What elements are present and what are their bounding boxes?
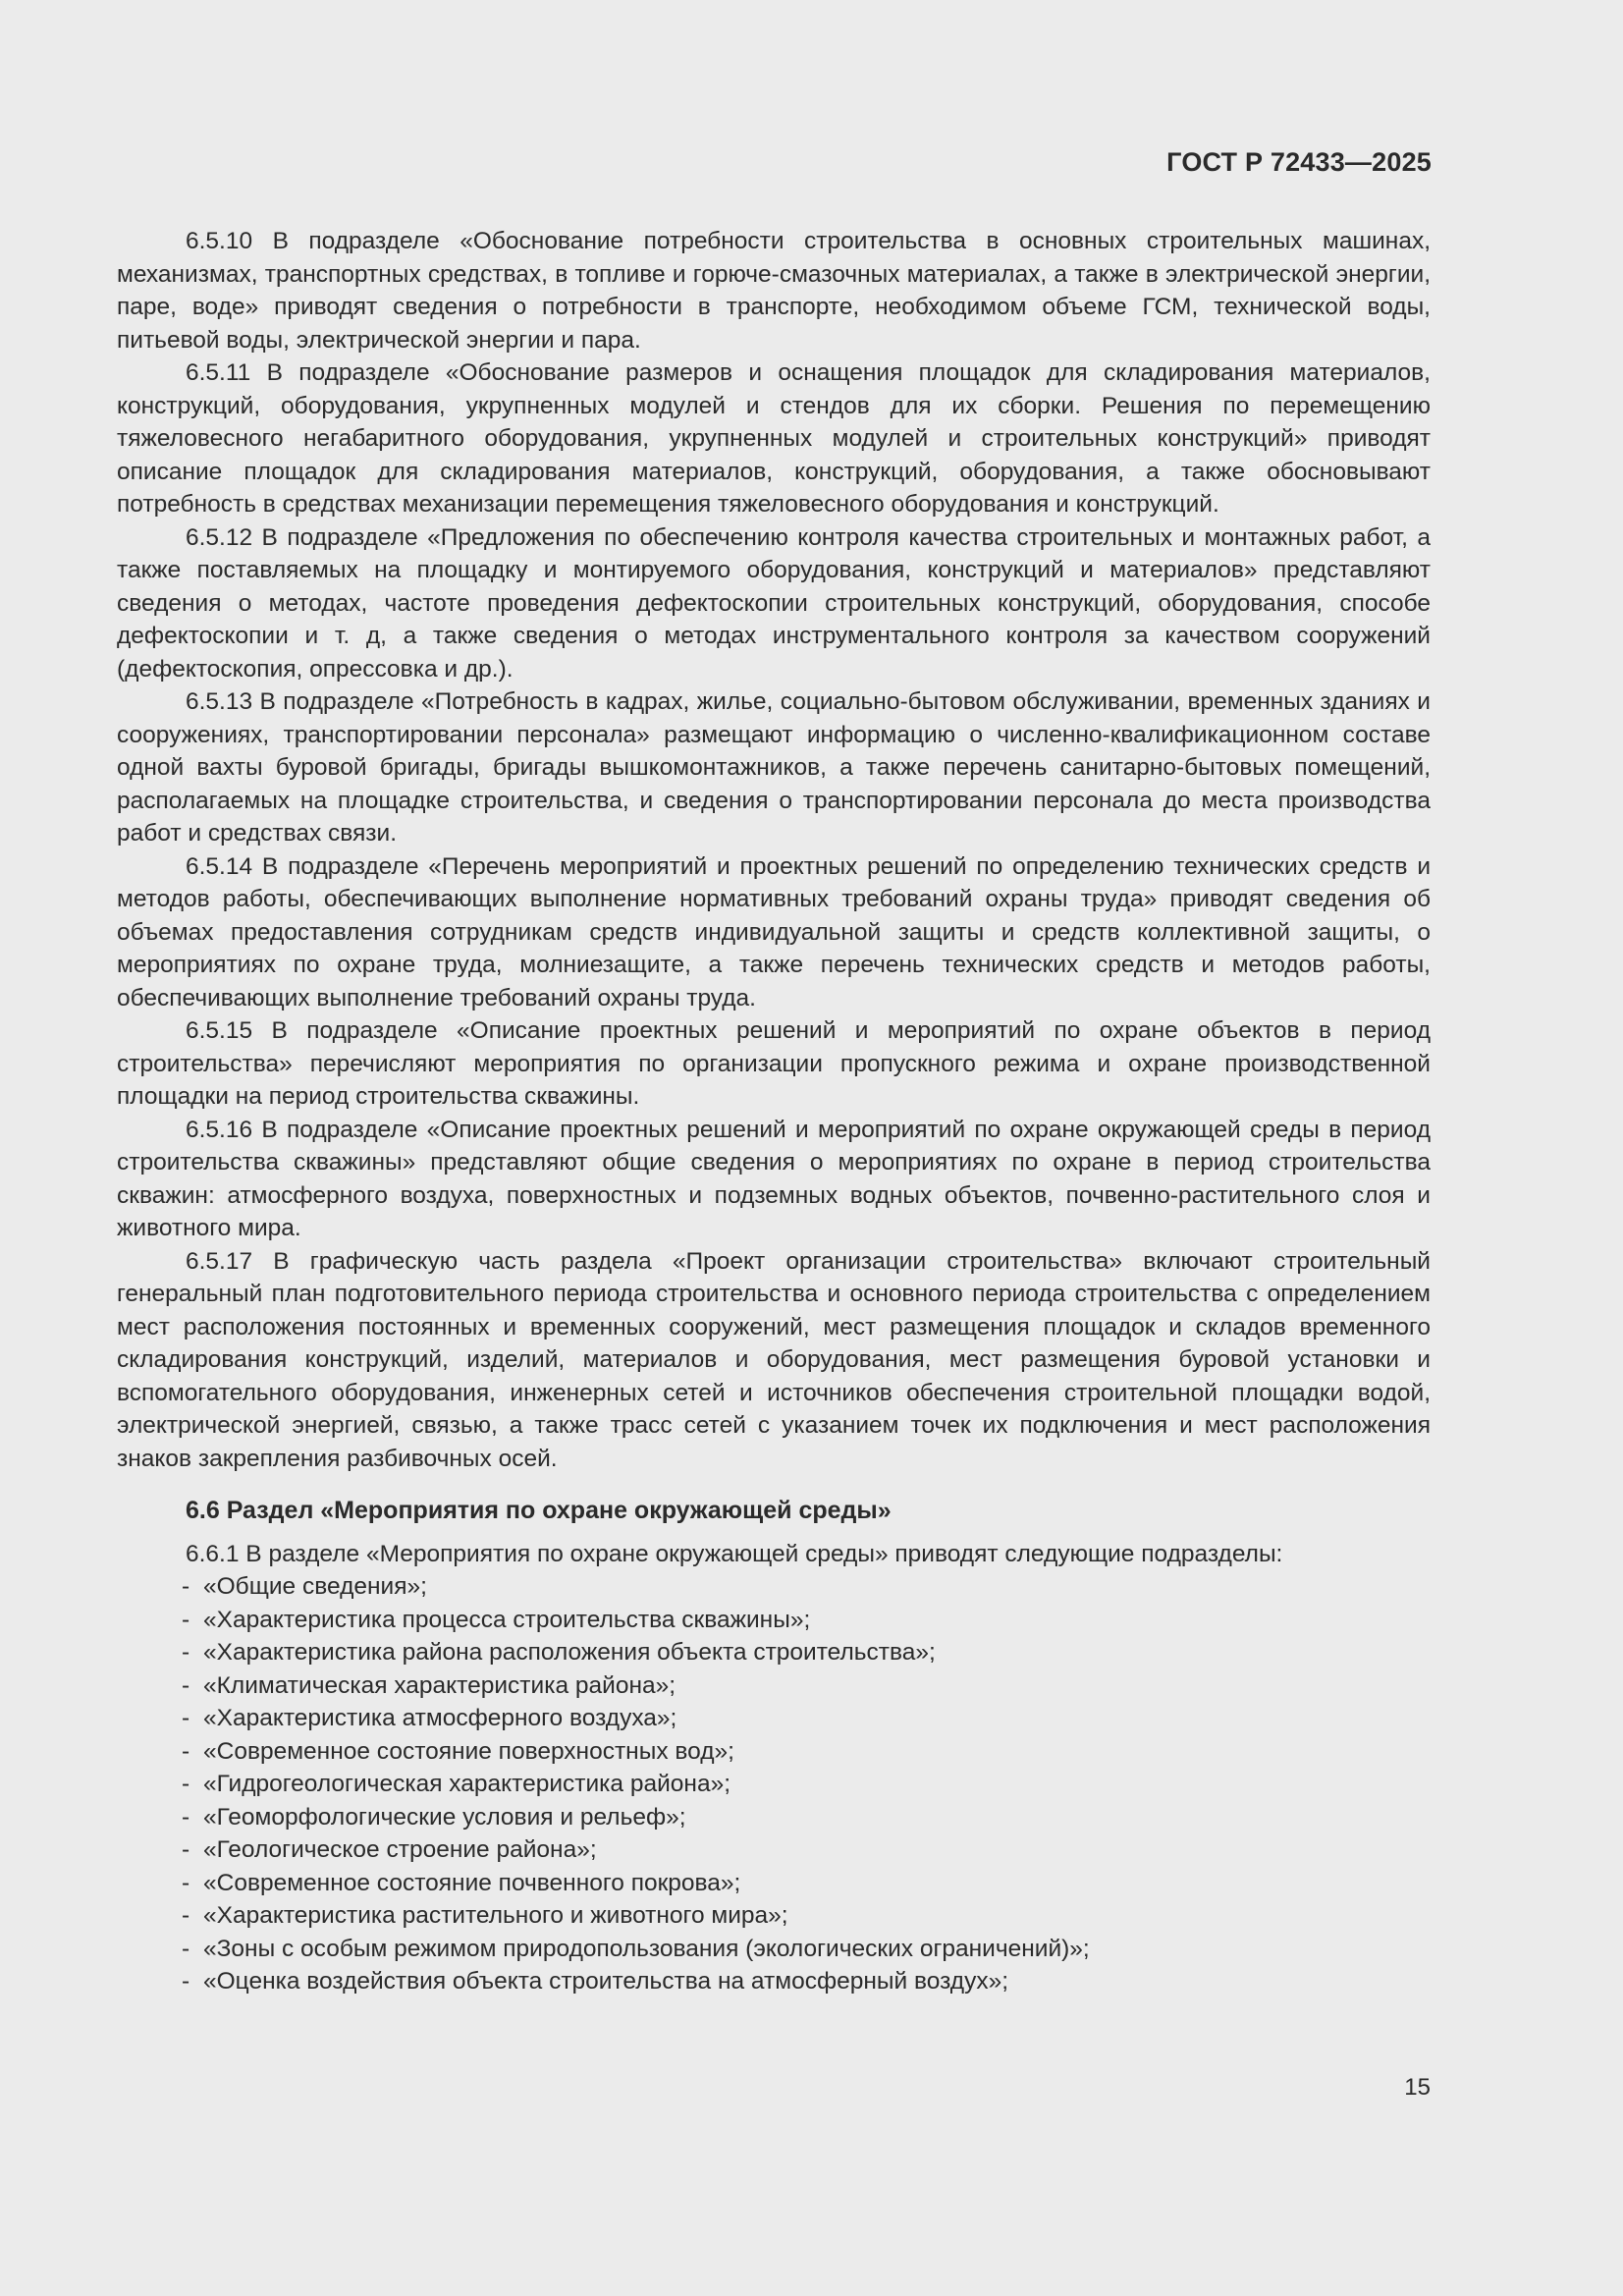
document-code: ГОСТ Р 72433—2025 <box>1166 147 1432 177</box>
list-item-text: «Зоны с особым режимом природопользования (экологических ограничений)»; <box>203 1935 1090 1962</box>
list-dash: - <box>182 1606 190 1633</box>
list-item-text: «Современное состояние поверхностных вод»; <box>203 1737 734 1765</box>
list-dash: - <box>182 1836 190 1863</box>
paragraph-6-5-16: 6.5.16 В подразделе «Описание проектных решений и мероприятий по охране окружающей среды в период строительства скважины» представляют общие сведения о мероприятиях по охране в период строительства скважин: атмосферного воздуха, поверхностных и подземных водных объектов, почвенно-растительного слоя и животного мира. <box>117 1116 1431 1241</box>
list-item <box>182 1933 1431 1966</box>
list-item-text: «Характеристика процесса строительства скважины»; <box>203 1606 811 1633</box>
paragraph-6-5-11: 6.5.11 В подразделе «Обоснование размеров и оснащения площадок для складирования материалов, конструкций, оборудования, укрупненных модулей и стендов для их сборки. Решения по перемещению тяжеловесного негабаритного оборудования, укрупненных модулей и строительных конструкций» приводят описание площадок для складирования материалов, конструкций, оборудования, а также обосновывают потребность в средствах механизации перемещения тяжеловесного оборудования и конструкций. <box>117 359 1431 518</box>
list-item <box>182 1833 1431 1867</box>
section-heading: 6.6 Раздел «Мероприятия по охране окружающей среды» <box>186 1497 892 1524</box>
section-lead: 6.6.1 В разделе «Мероприятия по охране окружающей среды» приводят следующие подразделы: <box>186 1540 1283 1567</box>
list-item <box>182 1899 1431 1933</box>
list-item-text: «Общие сведения»; <box>203 1573 427 1600</box>
list-item-text: «Характеристика атмосферного воздуха»; <box>203 1705 677 1731</box>
list-dash: - <box>182 1771 190 1797</box>
subsection-list <box>117 1570 1431 1998</box>
list-dash: - <box>182 1705 190 1731</box>
list-item-text: «Современное состояние почвенного покрова»; <box>203 1869 741 1896</box>
paragraph-6-5-13: 6.5.13 В подразделе «Потребность в кадрах, жилье, социально-бытовом обслуживании, временных зданиях и сооружениях, транспортировании персонала» размещают информацию о численно-квалификационном составе одной вахты буровой бригады, бригады вышкомонтажников, а также перечень санитарно-бытовых помещений, располагаемых на площадке строительства, и сведения о транспортировании персонала до места производства работ и средствах связи. <box>117 688 1431 847</box>
list-dash: - <box>182 1968 190 1995</box>
list-dash: - <box>182 1671 190 1699</box>
list-item <box>182 1867 1431 1900</box>
list-item-text: «Климатическая характеристика района»; <box>203 1671 676 1699</box>
list-dash: - <box>182 1869 190 1896</box>
document-body <box>117 225 1431 1998</box>
list-dash: - <box>182 1573 190 1600</box>
list-item <box>182 1702 1431 1735</box>
paragraph-6-5-12: 6.5.12 В подразделе «Предложения по обеспечению контроля качества строительных и монтажных работ, а также поставляемых на площадку и монтируемого оборудования, конструкций и материалов» представляют сведения о методах, частоте проведения дефектоскопии строительных конструкций, оборудования, способе дефектоскопии и т. д, а также сведения о методах инструментального контроля за качеством сооружений (дефектоскопия, опрессовка и др.). <box>117 523 1431 683</box>
list-item <box>182 1669 1431 1703</box>
list-item <box>182 1636 1431 1669</box>
list-item-text: «Гидрогеологическая характеристика района»; <box>203 1771 731 1797</box>
paragraph-6-5-14: 6.5.14 В подразделе «Перечень мероприятий и проектных решений по определению технических средств и методов работы, обеспечивающих выполнение нормативных требований охраны труда» приводят сведения об объемах предоставления сотрудникам средств индивидуальной защиты и средств коллективной защиты, о мероприятиях по охране труда, молниезащите, а также перечень технических средств и методов работы, обеспечивающих выполнение требований охраны труда. <box>117 852 1431 1011</box>
list-item <box>182 1604 1431 1637</box>
list-item <box>182 1735 1431 1769</box>
page-number: 15 <box>1404 2074 1431 2101</box>
list-item-text: «Геологическое строение района»; <box>203 1836 597 1863</box>
paragraph-6-5-15: 6.5.15 В подразделе «Описание проектных решений и мероприятий по охране объектов в период строительства» перечисляют мероприятия по организации пропускного режима и охране производственной площадки на период строительства скважины. <box>117 1017 1431 1110</box>
list-item-text: «Геоморфологические условия и рельеф»; <box>203 1803 686 1831</box>
list-dash: - <box>182 1935 190 1962</box>
list-item-text: «Оценка воздействия объекта строительства на атмосферный воздух»; <box>203 1968 1008 1995</box>
list-item <box>182 1570 1431 1604</box>
list-item <box>182 1965 1431 1998</box>
list-item-text: «Характеристика растительного и животного мира»; <box>203 1902 788 1929</box>
list-dash: - <box>182 1737 190 1765</box>
list-dash: - <box>182 1902 190 1929</box>
list-item <box>182 1801 1431 1834</box>
list-dash: - <box>182 1639 190 1666</box>
paragraph-6-5-10: 6.5.10 В подразделе «Обоснование потребности строительства в основных строительных машинах, механизмах, транспортных средствах, в топливе и горюче-смазочных материалах, а также в электрической энергии, паре, воде» приводят сведения о потребности в транспорте, необходимом объеме ГСМ, технической воды, питьевой воды, электрической энергии и пара. <box>117 228 1431 354</box>
paragraph-6-5-17: 6.5.17 В графическую часть раздела «Проект организации строительства» включают строительный генеральный план подготовительного периода строительства и основного периода строительства с определением мест расположения постоянных и временных сооружений, мест размещения площадок и складов временного складирования конструкций, изделий, материалов и оборудования, мест размещения буровой установки и вспомогательного оборудования, инженерных сетей и источников обеспечения строительной площадки водой, электрической энергией, связью, а также трасс сетей с указанием точек их подключения и мест расположения знаков закрепления разбивочных осей. <box>117 1247 1431 1472</box>
list-item <box>182 1768 1431 1801</box>
list-item-text: «Характеристика района расположения объекта строительства»; <box>203 1639 936 1666</box>
list-dash: - <box>182 1803 190 1831</box>
